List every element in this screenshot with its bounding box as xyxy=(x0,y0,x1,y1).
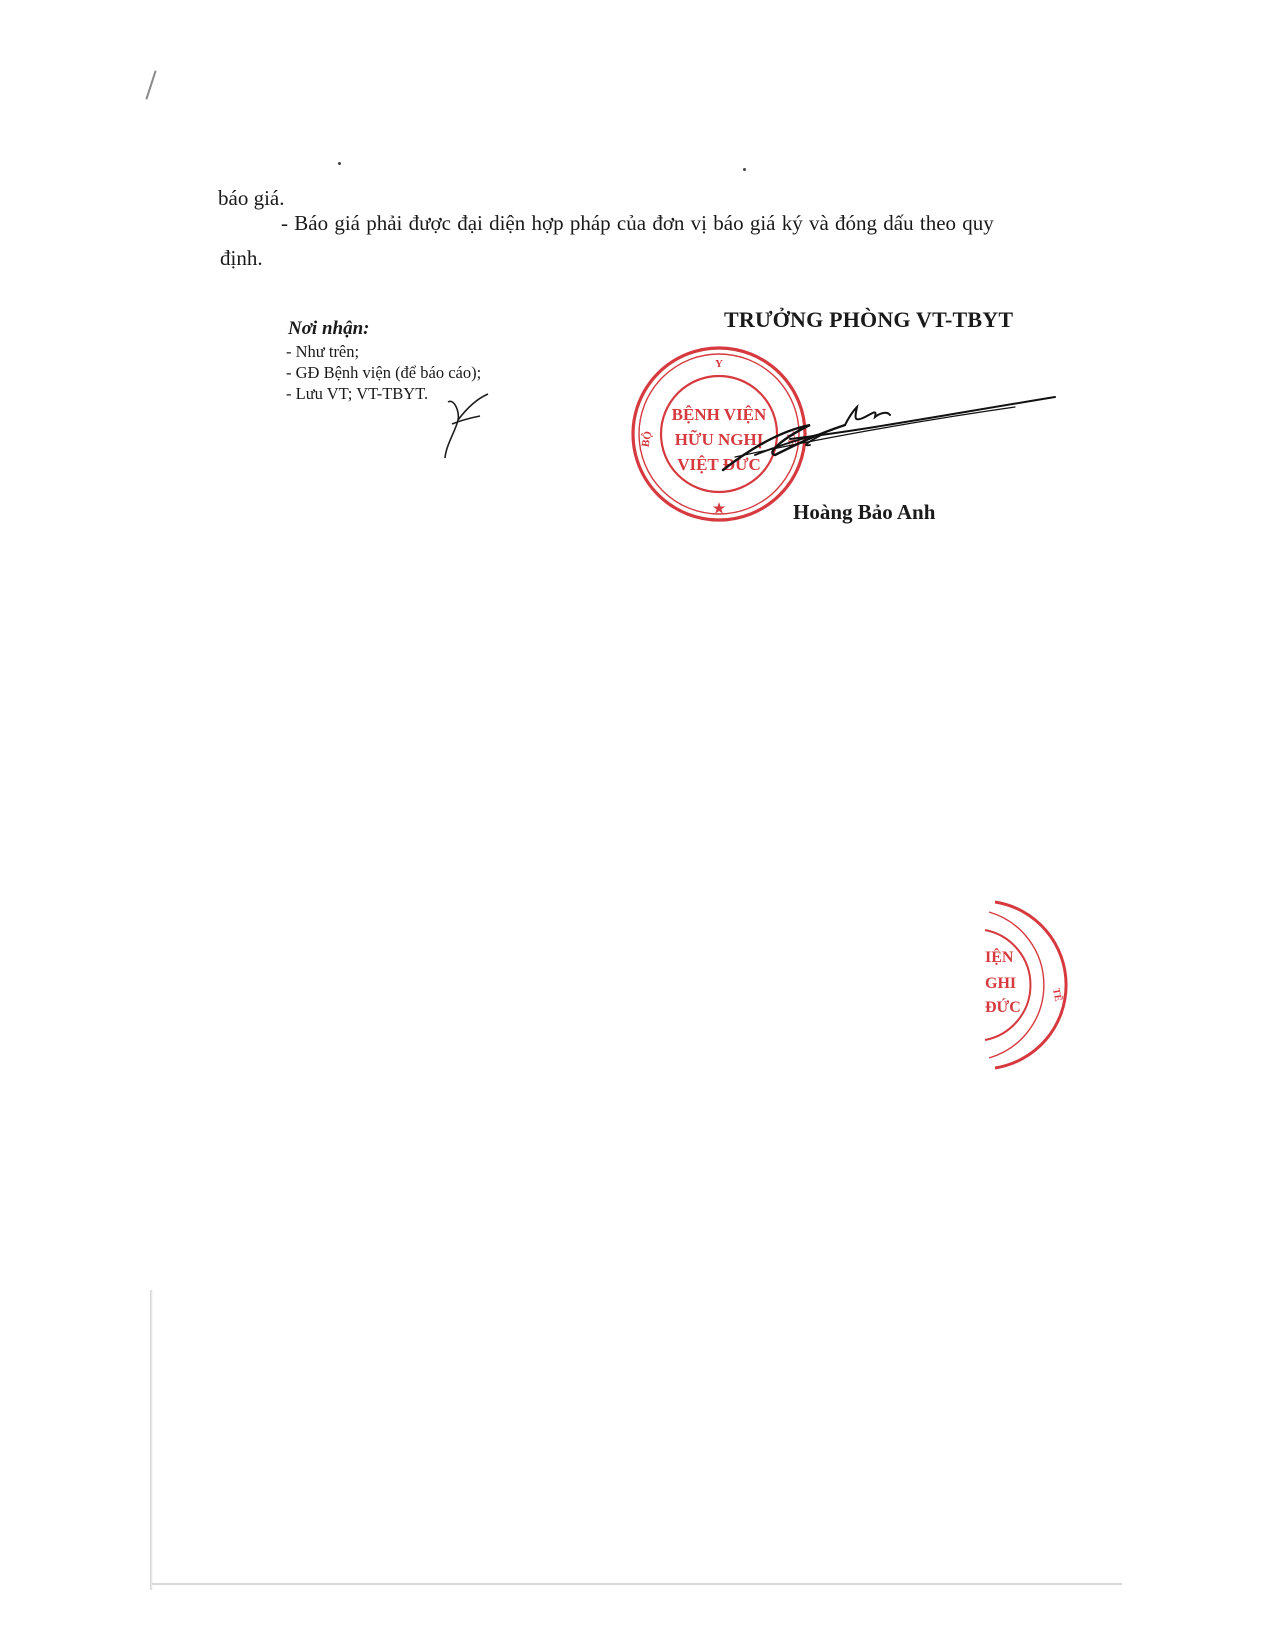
stamp-line-1: BỆNH VIỆN xyxy=(671,405,767,424)
page-bottom-edge xyxy=(152,1583,1122,1585)
recipients-heading: Nơi nhận: xyxy=(288,318,370,339)
stamp-star-icon: ★ xyxy=(712,502,726,517)
signature-title: TRƯỞNG PHÒNG VT-TBYT xyxy=(724,307,1014,332)
recipient-item: - Lưu VT; VT-TBYT. xyxy=(286,384,429,403)
page-edge-shadow xyxy=(150,1290,153,1590)
body-line-3: định. xyxy=(220,246,263,270)
stamp-ring-top: Y xyxy=(715,358,723,370)
body-line-1: báo giá. xyxy=(218,186,285,210)
scan-artifact xyxy=(145,70,156,99)
scan-speck xyxy=(338,162,341,165)
partial-stamp-line-2: GHI xyxy=(985,975,1017,992)
signer-name: Hoàng Bảo Anh xyxy=(793,500,936,524)
body-line-2: - Báo giá phải được đại diện hợp pháp của đơn vị báo giá ký và đóng dấu theo quy xyxy=(281,211,994,235)
partial-stamp-line-1: IỆN xyxy=(985,949,1014,966)
stamp-ring-left: BỘ xyxy=(639,430,655,449)
partial-stamp xyxy=(985,900,1095,1070)
stamp-ring-right: TẾ xyxy=(783,430,799,448)
initials-scribble xyxy=(440,390,500,460)
handwritten-signature xyxy=(715,395,1065,485)
partial-stamp-line-3: ĐỨC xyxy=(985,999,1021,1016)
scan-speck xyxy=(743,168,746,171)
stamp-line-2: HỮU NGHỊ xyxy=(674,430,764,449)
stamp-line-3: VIỆT ĐỨC xyxy=(677,455,761,474)
recipient-item: - Như trên; xyxy=(286,342,360,361)
partial-stamp-ring-right: TẾ xyxy=(1050,987,1064,1003)
recipient-item: - GĐ Bệnh viện (để báo cáo); xyxy=(286,363,482,382)
